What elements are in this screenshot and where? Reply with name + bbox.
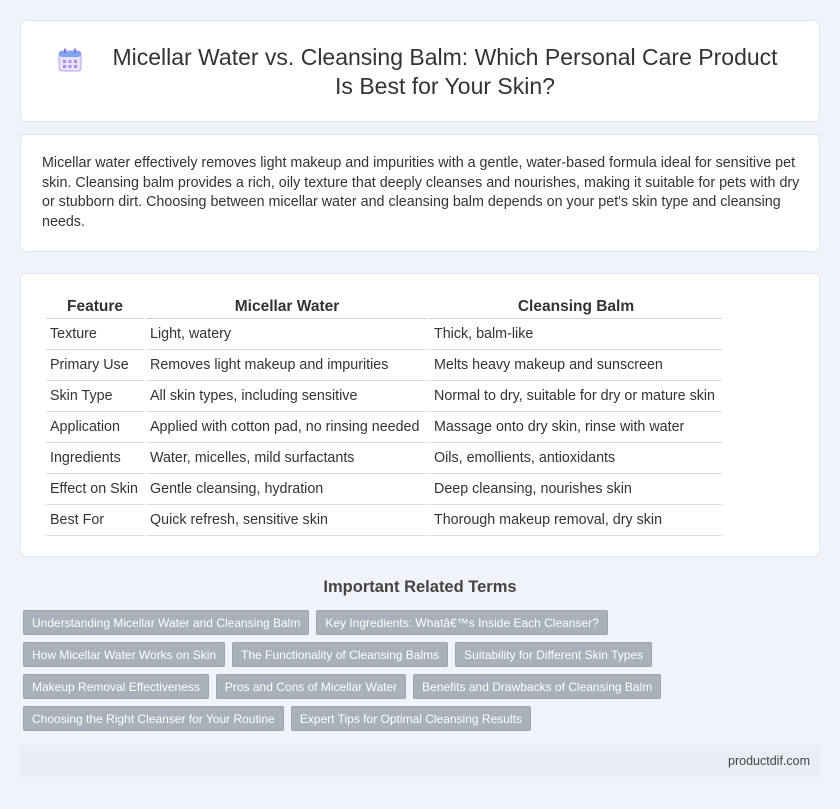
table-row bbox=[46, 474, 722, 505]
related-term-tag[interactable]: Makeup Removal Effectiveness bbox=[23, 674, 209, 699]
related-term-tag[interactable]: Suitability for Different Skin Types bbox=[455, 642, 652, 667]
related-terms-title: Important Related Terms bbox=[323, 578, 517, 596]
row-feature: Effect on Skin bbox=[46, 474, 144, 505]
related-term-tag[interactable]: How Micellar Water Works on Skin bbox=[23, 642, 225, 667]
table-row bbox=[46, 412, 722, 443]
header-card bbox=[20, 20, 820, 122]
row-micellar-value: Gentle cleansing, hydration bbox=[146, 474, 428, 505]
row-balm-value: Melts heavy makeup and sunscreen bbox=[430, 350, 722, 381]
comparison-table bbox=[44, 295, 724, 536]
related-terms-tags bbox=[23, 610, 813, 738]
related-term-tag[interactable]: Choosing the Right Cleanser for Your Routine bbox=[23, 706, 284, 731]
table-row bbox=[46, 381, 722, 412]
row-micellar-value: Quick refresh, sensitive skin bbox=[146, 505, 428, 536]
comparison-table-card bbox=[20, 273, 820, 557]
row-micellar-value: Applied with cotton pad, no rinsing needed bbox=[146, 412, 428, 443]
footer-site-name[interactable]: productdif.com bbox=[728, 754, 810, 768]
row-feature: Texture bbox=[46, 319, 144, 350]
intro-card bbox=[20, 134, 820, 252]
row-balm-value: Oils, emollients, antioxidants bbox=[430, 443, 722, 474]
table-header-row bbox=[46, 295, 722, 319]
header-feature: Feature bbox=[46, 295, 144, 319]
page-title: Micellar Water vs. Cleansing Balm: Which Personal Care Product Is Best for Your Skin? bbox=[112, 44, 778, 99]
intro-text: Micellar water effectively removes light makeup and impurities with a gentle, water-based formula ideal for sensitive pet skin. Cleansing balm provides a rich, oily texture that deeply cleanses and nourishes, making it suitable for pets with dry or stubborn dirt. Choosing between micellar water and cleansing balm depends on your pet's skin type and cleansing needs. bbox=[42, 155, 800, 230]
table-row bbox=[46, 350, 722, 381]
table-row bbox=[46, 319, 722, 350]
row-feature: Application bbox=[46, 412, 144, 443]
header-micellar-water: Micellar Water bbox=[146, 295, 428, 319]
related-term-tag[interactable]: Expert Tips for Optimal Cleansing Results bbox=[291, 706, 531, 731]
related-term-tag[interactable]: The Functionality of Cleansing Balms bbox=[232, 642, 448, 667]
row-feature: Best For bbox=[46, 505, 144, 536]
row-micellar-value: All skin types, including sensitive bbox=[146, 381, 428, 412]
row-feature: Skin Type bbox=[46, 381, 144, 412]
row-feature: Ingredients bbox=[46, 443, 144, 474]
footer bbox=[20, 745, 820, 777]
related-term-tag[interactable]: Benefits and Drawbacks of Cleansing Balm bbox=[413, 674, 661, 699]
related-term-tag[interactable]: Key Ingredients: Whatâ€™s Inside Each Cleanser? bbox=[316, 610, 607, 635]
row-micellar-value: Removes light makeup and impurities bbox=[146, 350, 428, 381]
row-feature: Primary Use bbox=[46, 350, 144, 381]
row-balm-value: Normal to dry, suitable for dry or mature skin bbox=[430, 381, 722, 412]
table-row bbox=[46, 443, 722, 474]
row-balm-value: Thick, balm-like bbox=[430, 319, 722, 350]
related-term-tag[interactable]: Understanding Micellar Water and Cleansing Balm bbox=[23, 610, 309, 635]
table-row bbox=[46, 505, 722, 536]
row-micellar-value: Water, micelles, mild surfactants bbox=[146, 443, 428, 474]
row-balm-value: Thorough makeup removal, dry skin bbox=[430, 505, 722, 536]
calendar-icon bbox=[57, 47, 83, 73]
row-balm-value: Massage onto dry skin, rinse with water bbox=[430, 412, 722, 443]
header-cleansing-balm: Cleansing Balm bbox=[430, 295, 722, 319]
row-balm-value: Deep cleansing, nourishes skin bbox=[430, 474, 722, 505]
header bbox=[57, 43, 787, 101]
related-term-tag[interactable]: Pros and Cons of Micellar Water bbox=[216, 674, 406, 699]
row-micellar-value: Light, watery bbox=[146, 319, 428, 350]
